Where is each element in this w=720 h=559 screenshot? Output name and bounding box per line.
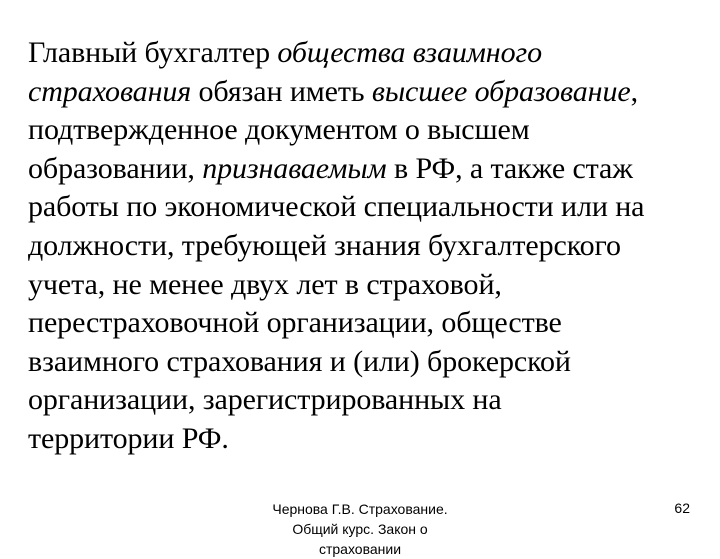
body-paragraph [28, 34, 708, 459]
text-line-9: взаимного страхования и (или) брокерской [28, 344, 571, 378]
text-line-2: страхования обязан иметь высшее образование, [28, 74, 638, 108]
text-line-1: Главный бухгалтер общества взаимного [28, 36, 542, 69]
footer-source-line-2: Общий курс. Закон о [292, 521, 428, 537]
text-line-4: образовании, признаваемым в РФ, а также стаж [28, 151, 633, 185]
text-line-11: территории РФ. [28, 421, 229, 455]
text-line-8: перестраховочной организации, обществе [28, 306, 562, 340]
text-line-5: работы по экономической специальности или на [28, 190, 645, 224]
text-line-3: подтвержденное документом о высшем [28, 113, 530, 147]
footer-source-line-1: Чернова Г.В. Страхование. [272, 501, 448, 517]
text-line-10: организации, зарегистрированных на [28, 383, 502, 417]
text-line-7: учета, не менее двух лет в страховой, [28, 267, 502, 301]
footer-source-line-3: страховании [318, 541, 402, 557]
page-number: 62 [674, 500, 690, 516]
text-line-6: должности, требующей знания бухгалтерского [28, 228, 621, 262]
footer-source-citation [255, 499, 465, 559]
